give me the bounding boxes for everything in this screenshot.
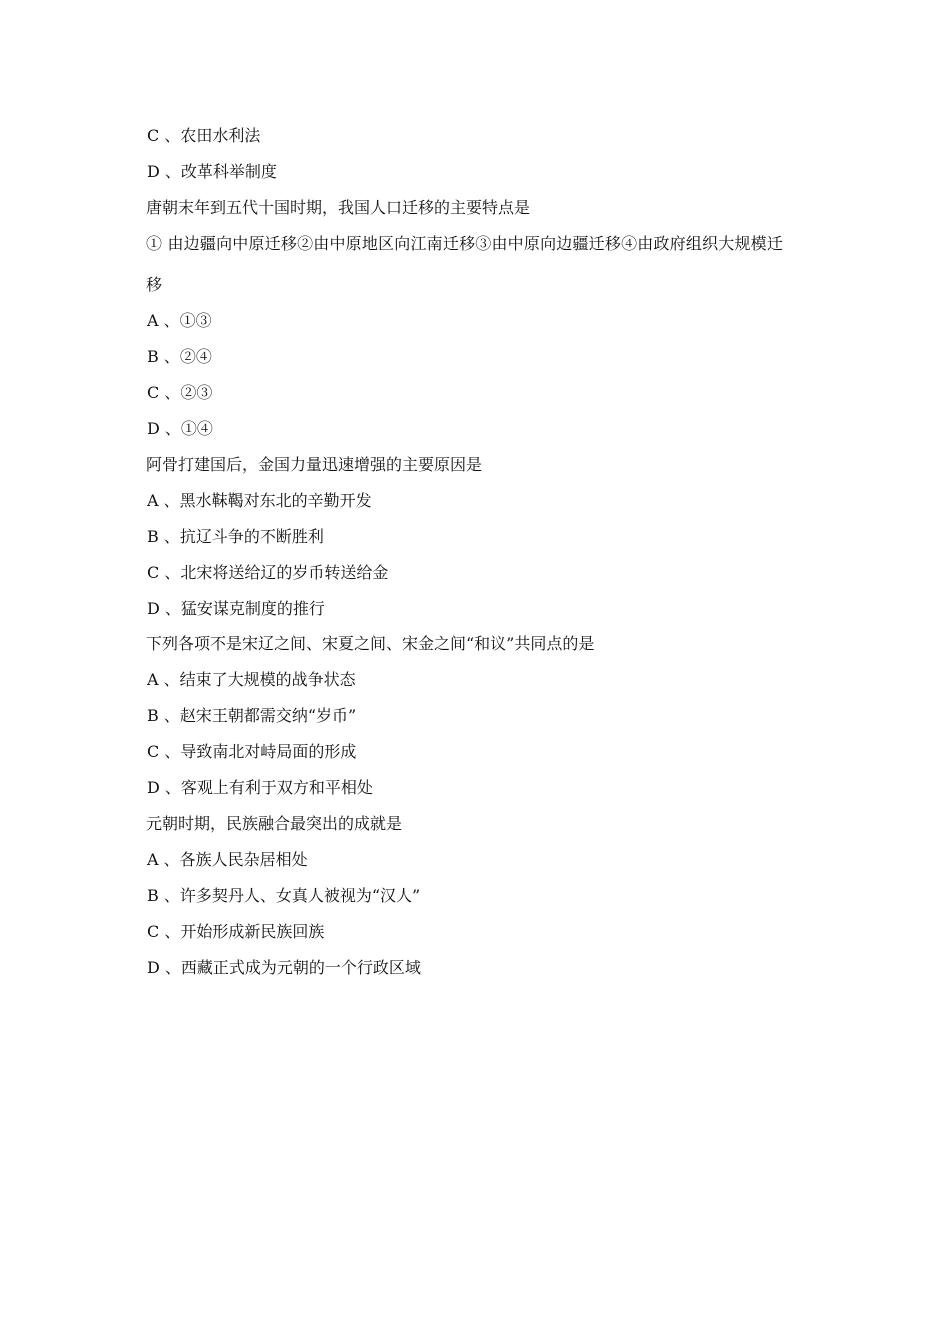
question-stem: 唐朝末年到五代十国时期，我国人口迁移的主要特点是 <box>146 198 531 217</box>
question-stem: 元朝时期，民族融合最突出的成就是 <box>146 814 403 833</box>
option-a: A 、各族人民杂居相处 <box>147 850 308 869</box>
option-d: D 、西藏正式成为元朝的一个行政区域 <box>147 958 421 977</box>
option-a: A 、①③ <box>147 311 212 330</box>
option-c: C 、农田水利法 <box>147 126 261 145</box>
option-d: D 、改革科举制度 <box>147 162 277 181</box>
question-stem: 阿骨打建国后，金国力量迅速增强的主要原因是 <box>146 455 483 474</box>
option-b: B 、赵宋王朝都需交纳“岁币” <box>147 706 357 725</box>
option-a: A 、结束了大规模的战争状态 <box>147 670 356 689</box>
option-b: B 、②④ <box>147 347 212 366</box>
option-d: D 、客观上有利于双方和平相处 <box>147 778 373 797</box>
option-a: A 、黑水靺鞨对东北的辛勤开发 <box>147 491 372 510</box>
option-b: B 、许多契丹人、女真人被视为“汉人” <box>147 886 421 905</box>
option-c: C 、北宋将送给辽的岁币转送给金 <box>147 563 389 582</box>
option-c: C 、开始形成新民族回族 <box>147 922 325 941</box>
option-b: B 、抗辽斗争的不断胜利 <box>147 527 324 546</box>
option-c: C 、②③ <box>147 383 213 402</box>
question-choices-line: 移 <box>146 275 163 294</box>
option-d: D 、猛安谋克制度的推行 <box>147 599 325 618</box>
option-c: C 、导致南北对峙局面的形成 <box>147 742 357 761</box>
option-d: D 、①④ <box>147 419 213 438</box>
question-choices-line: ① 由边疆向中原迁移②由中原地区向江南迁移③由中原向边疆迁移④由政府组织大规模迁 <box>146 234 784 253</box>
question-stem: 下列各项不是宋辽之间、宋夏之间、宋金之间“和议”共同点的是 <box>146 634 595 653</box>
